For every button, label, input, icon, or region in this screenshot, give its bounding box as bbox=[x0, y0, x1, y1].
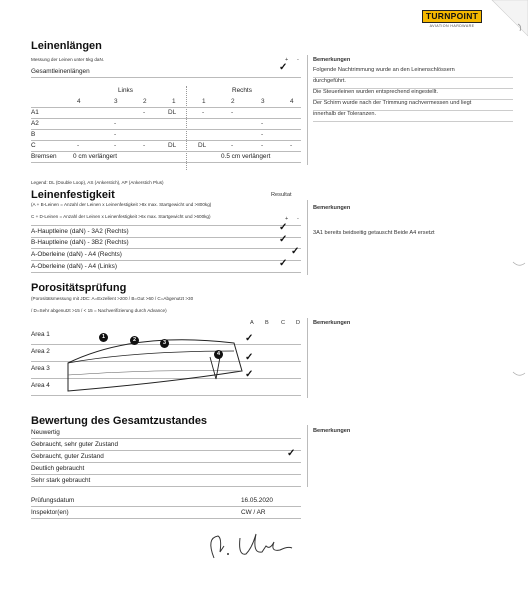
col-header: 2 bbox=[231, 98, 235, 105]
plus-label: + bbox=[285, 216, 289, 222]
col-header-a: A bbox=[250, 320, 254, 326]
datum-label: Prüfungsdatum bbox=[31, 497, 75, 504]
row-label: A-Oberleine (daN) - A4 (Rechts) bbox=[31, 251, 122, 258]
row-label: Gebraucht, guter Zustand bbox=[31, 453, 104, 460]
table-cell: - bbox=[114, 131, 117, 138]
bemerkungen-title: Bemerkungen bbox=[313, 57, 351, 63]
marker-3: 3 bbox=[160, 339, 169, 348]
area-label: Area 4 bbox=[31, 382, 50, 389]
check-icon: ✓ bbox=[279, 222, 288, 233]
col-header-b: B bbox=[265, 320, 269, 326]
row-label: A-Hauptleine (daN) - 3A2 (Rechts) bbox=[31, 228, 129, 235]
table-cell: - bbox=[231, 109, 234, 116]
table-cell: - bbox=[261, 131, 264, 138]
bremsen-left-value: 0 cm verlängert bbox=[73, 153, 118, 160]
row-label: C bbox=[31, 142, 36, 149]
col-header: 4 bbox=[290, 98, 294, 105]
leinenlaengen-note: Messung der Leinen unter 5kg daN. bbox=[31, 57, 105, 62]
bemerkung-line: innerhalb der Toleranzen. bbox=[313, 111, 513, 122]
bremsen-label: Bremsen bbox=[31, 153, 57, 160]
scan-mark bbox=[512, 370, 526, 378]
table-cell: - bbox=[261, 120, 264, 127]
check-icon: ✓ bbox=[245, 369, 254, 380]
check-icon: ✓ bbox=[279, 258, 288, 269]
resultat-label: Resultat bbox=[271, 192, 292, 198]
festigkeit-note-2: C + D-Leinen = Anzahl der Leinen x Leinenfestigkeit >6x max. Startgewicht und >600kg) bbox=[31, 214, 211, 219]
signature bbox=[200, 528, 310, 568]
table-cell: - bbox=[143, 109, 146, 116]
row-label: Gebraucht, sehr guter Zustand bbox=[31, 441, 119, 448]
bemerkungen-divider bbox=[307, 425, 308, 487]
festigkeit-bemerkung: 3A1 bereits beidseitig getauscht Beide A4 ersetzt bbox=[313, 230, 435, 236]
wing-diagram bbox=[64, 325, 254, 395]
gesamt-check-icon: ✓ bbox=[279, 62, 288, 73]
porositaet-note-1: (Porositätsmessung mit JDC: A=Exzellent >200 / B=Gut >60 / C=Abgenutzt >30 bbox=[31, 296, 194, 301]
table-row bbox=[31, 439, 301, 451]
table-row bbox=[31, 427, 301, 439]
table-cell: - bbox=[290, 142, 293, 149]
check-icon: ✓ bbox=[245, 352, 254, 363]
turnpoint-logo bbox=[422, 10, 482, 30]
row-label: B-Hauptleine (daN) - 3B2 (Rechts) bbox=[31, 239, 129, 246]
row-label: Neuwertig bbox=[31, 429, 60, 436]
area-label: Area 1 bbox=[31, 331, 50, 338]
marker-2: 2 bbox=[130, 336, 139, 345]
row-label: A1 bbox=[31, 109, 39, 116]
table-cell: - bbox=[77, 142, 80, 149]
table-row bbox=[31, 463, 301, 475]
bemerkungen-divider bbox=[307, 200, 308, 275]
row-label: Deutlich gebraucht bbox=[31, 465, 85, 472]
check-icon: ✓ bbox=[291, 246, 300, 257]
section-title-leinenfestigkeit: Leinenfestigkeit bbox=[31, 189, 115, 201]
row-label: A-Oberleine (daN) - A4 (Links) bbox=[31, 263, 117, 270]
col-header-d: D bbox=[296, 320, 301, 326]
table-cell: DL bbox=[198, 142, 207, 149]
gesamt-label: Gesamtleinenlängen bbox=[31, 68, 90, 75]
col-header: 3 bbox=[261, 98, 265, 105]
bremsen-row bbox=[31, 151, 301, 163]
table-row bbox=[31, 258, 301, 273]
bemerkungen-title: Bemerkungen bbox=[313, 428, 351, 434]
area-label: Area 3 bbox=[31, 365, 50, 372]
row-label: Sehr stark gebraucht bbox=[31, 477, 91, 484]
col-header: 1 bbox=[172, 98, 176, 105]
table-cell: - bbox=[261, 142, 264, 149]
table-cell: - bbox=[114, 142, 117, 149]
datum-row bbox=[31, 495, 301, 507]
col-header: 2 bbox=[143, 98, 147, 105]
bemerkungen-divider bbox=[307, 55, 308, 165]
table-cell: DL bbox=[168, 109, 177, 116]
page-curl-icon bbox=[490, 0, 528, 40]
bemerkungen-text bbox=[313, 67, 513, 122]
table-cell: - bbox=[114, 120, 117, 127]
bemerkung-line: Folgende Nachtrimmung wurde an den Leinenschlössern bbox=[313, 67, 513, 78]
table-cell: - bbox=[231, 142, 234, 149]
col-header: 4 bbox=[77, 98, 81, 105]
table-row bbox=[31, 246, 301, 261]
row-label: A2 bbox=[31, 120, 39, 127]
table-cell: DL bbox=[168, 142, 177, 149]
check-icon: ✓ bbox=[287, 448, 296, 459]
minus-label: - bbox=[297, 216, 299, 222]
check-icon: ✓ bbox=[245, 333, 254, 344]
table-row bbox=[31, 448, 301, 463]
bemerkungen-title: Bemerkungen bbox=[313, 205, 351, 211]
plus-label: + bbox=[285, 57, 289, 63]
inspektor-value: CW / AR bbox=[241, 509, 266, 516]
section-title-porositaet: Porositätsprüfung bbox=[31, 282, 127, 294]
bemerkung-line: durchgeführt. bbox=[313, 78, 513, 89]
table-cell: - bbox=[143, 142, 146, 149]
porositaet-note-2: / D=Sehr abgenutzt >15 / < 15 = Nachverifizierung durch Advance) bbox=[31, 308, 167, 313]
rechts-header: Rechts bbox=[232, 87, 252, 94]
datum-value: 16.05.2020 bbox=[241, 497, 273, 504]
minus-label: - bbox=[297, 57, 299, 63]
links-header: Links bbox=[118, 87, 133, 94]
marker-4: 4 bbox=[214, 350, 223, 359]
bemerkung-line: Die Steuerleinen wurden entsprechend eingestellt. bbox=[313, 89, 513, 100]
row-label: B bbox=[31, 131, 36, 138]
bemerkungen-divider bbox=[307, 318, 308, 398]
check-icon: ✓ bbox=[279, 234, 288, 245]
bemerkung-line: Der Schirm wurde nach der Trimmung nachvermessen und liegt bbox=[313, 100, 513, 111]
inspektor-label: Inspektor(en) bbox=[31, 509, 69, 516]
section-title-leinenlaengen: Leinenlängen bbox=[31, 40, 102, 52]
scan-mark bbox=[512, 260, 526, 268]
festigkeit-note-1: (A + B-Leinen = Anzahl der Leinen x Leinenfestigkeit >8x max. Startgewicht und >800kg) bbox=[31, 202, 212, 207]
col-header: 1 bbox=[202, 98, 206, 105]
bemerkungen-title: Bemerkungen bbox=[313, 320, 351, 326]
marker-1: 1 bbox=[99, 333, 108, 342]
col-header: 3 bbox=[114, 98, 118, 105]
inspektor-row bbox=[31, 507, 301, 519]
table-row bbox=[31, 475, 301, 487]
col-header-c: C bbox=[281, 320, 286, 326]
bremsen-right-value: 0.5 cm verlängert bbox=[221, 153, 271, 160]
section-title-bewertung: Bewertung des Gesamtzustandes bbox=[31, 415, 208, 427]
legend-text: Legend: DL (Double Loop), AS (Ankerstich), AP (Ankerstich Plus) bbox=[31, 180, 164, 185]
table-row bbox=[31, 234, 301, 249]
table-cell: - bbox=[202, 109, 205, 116]
area-label: Area 2 bbox=[31, 348, 50, 355]
logo-subtitle: AVIATION HARDWARE bbox=[429, 24, 475, 28]
logo-wordmark: TURNPOINT bbox=[422, 10, 482, 23]
